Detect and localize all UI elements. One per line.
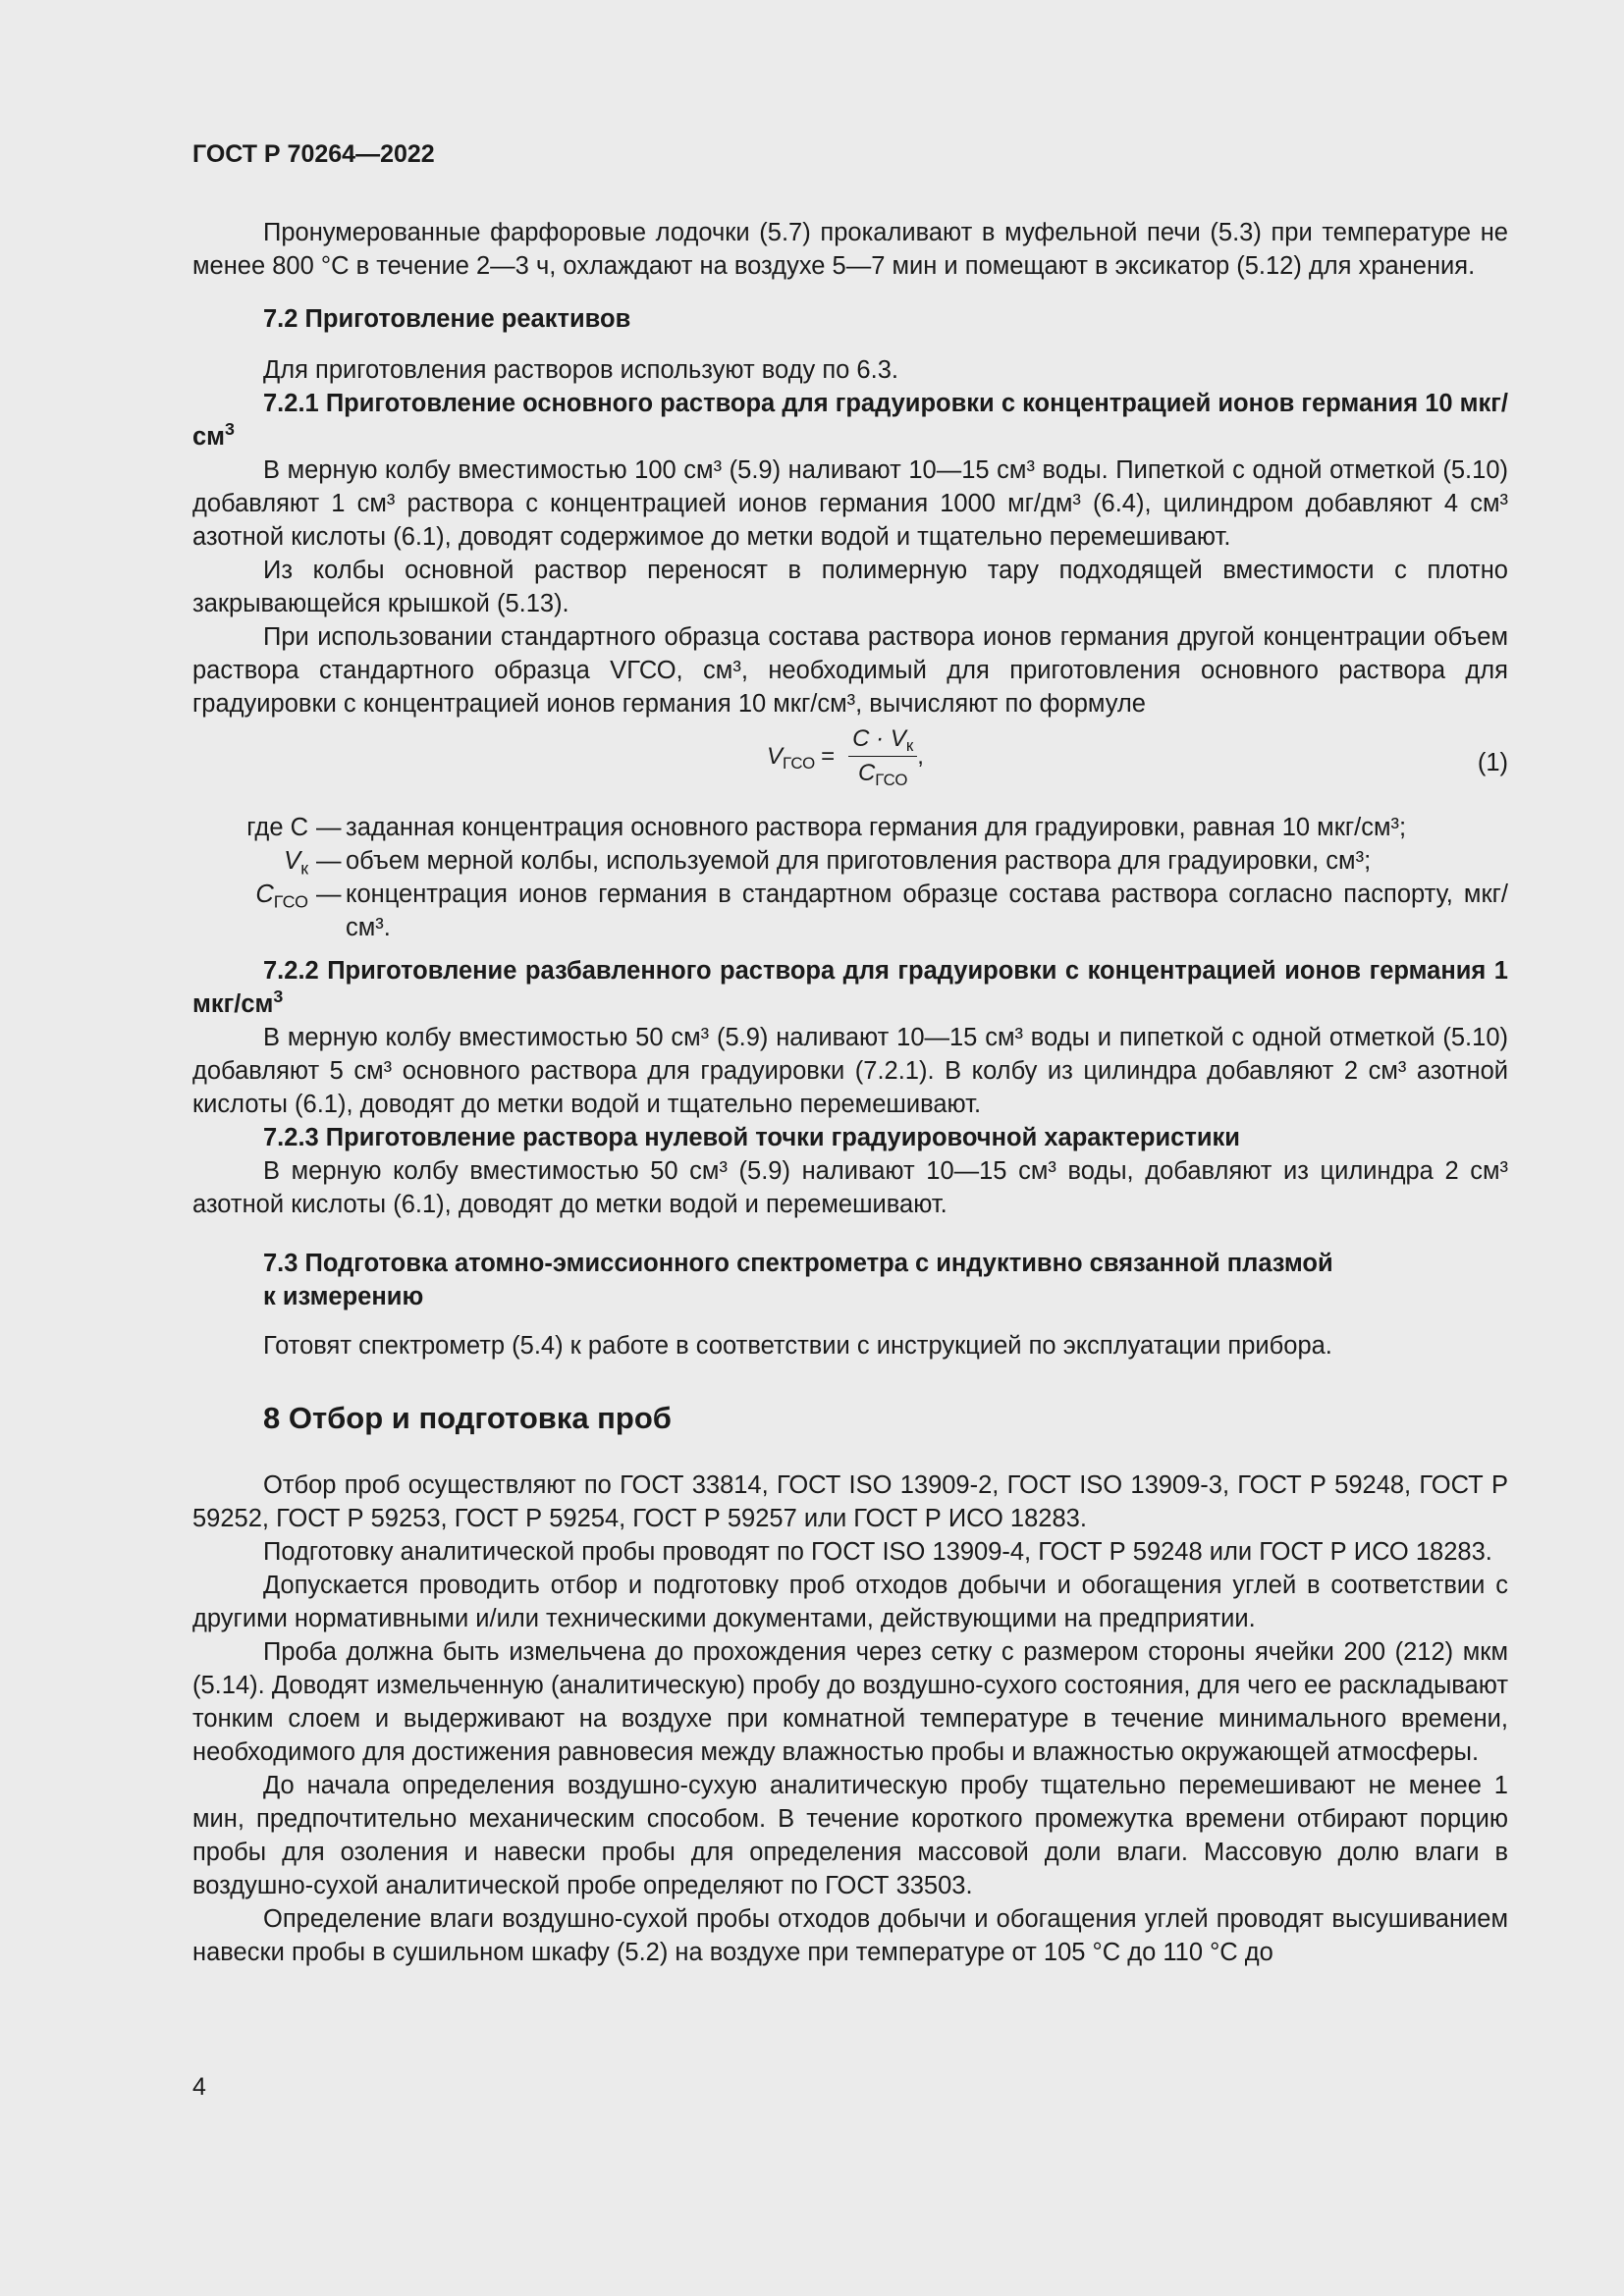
where-symbol: V: [284, 847, 301, 875]
where-text: концентрация ионов германия в стандартном образце состава раствора согласно паспорту, мкг/см³.: [346, 881, 1508, 941]
section-8-p5: До начала определения воздушно-сухую аналитическую пробу тщательно перемешивают не менее 1 мин, предпочтительно механическим способом. В течение короткого промежутка времени отбирают порцию пробы для озоления и навески пробы для определения массовой доли влаги. Массовую долю влаги в воздушно-сухой аналитической пробе определяют по ГОСТ 33503.: [192, 1772, 1508, 1899]
page-number: 4: [192, 2073, 206, 2101]
formula-row: [192, 724, 1508, 801]
section-7-2-3-title: 7.2.3 Приготовление раствора нулевой точки градуировочной характеристики: [263, 1124, 1240, 1151]
where-symbol: где C: [246, 814, 308, 841]
formula-lhs-sub: ГСО: [783, 753, 816, 773]
where-symbol: C: [255, 881, 274, 908]
formula-denominator: C: [857, 760, 876, 786]
section-7-2-2-title: 7.2.2 Приготовление разбавленного раствора для градуировки с концентрацией ионов германия 1 мкг/$см^3$: [192, 957, 1508, 1018]
section-8-p3: Допускается проводить отбор и подготовку проб отходов добычи и обогащения углей в соответствии с другими нормативными и/или техническими документами, действующими на предприятии.: [192, 1572, 1508, 1632]
where-item: $V_к$ — объем мерной колбы, используемой для приготовления раствора для градуировки, см³;: [192, 844, 1508, 878]
section-7-3-title-line1: 7.3 Подготовка атомно-эмиссионного спектрометра с индуктивно связанной плазмой: [263, 1250, 1333, 1277]
formula-fraction: [848, 724, 917, 788]
section-7-2-1-p1: В мерную колбу вместимостью 100 см³ (5.9) наливают 10—15 см³ воды. Пипеткой с одной отметкой (5.10) добавляют 1 см³ раствора с концентрацией ионов германия 1000 мг/дм³ (6.4), цилиндром добавляют 4 см³ азотной кислоты (6.1), доводят содержимое до метки водой и тщательно перемешивают.: [192, 456, 1508, 551]
formula-denominator-sub: ГСО: [875, 771, 908, 790]
section-7-2-1-p2: Из колбы основной раствор переносят в полимерную тару подходящей вместимости с плотно закрывающейся крышкой (5.13).: [192, 557, 1508, 617]
section-7-2-3-p1: В мерную колбу вместимостью 50 см³ (5.9) наливают 10—15 см³ воды, добавляют из цилиндра 2 см³ азотной кислоты (6.1), доводят до метки водой и перемешивают.: [192, 1157, 1508, 1218]
section-7-3-p1: Готовят спектрометр (5.4) к работе в соответствии с инструкцией по эксплуатации прибора.: [263, 1332, 1332, 1360]
formula-numerator-sub: к: [905, 736, 914, 756]
document-header: ГОСТ Р 70264—2022: [192, 140, 435, 168]
section-8-p6: Определение влаги воздушно-сухой пробы отходов добычи и обогащения углей проводят высушиванием навески пробы в сушильном шкафу (5.2) на воздухе при температуре от 105 °С до 110 °С до: [192, 1905, 1508, 1966]
section-7-2-2-title-text: 7.2.2 Приготовление разбавленного раствора для градуировки с концентрацией ионов германия 1 мкг/см: [192, 957, 1508, 1018]
document-page: [192, 137, 1508, 1969]
section-7-3-title: [192, 1247, 1508, 1313]
intro-paragraph: Пронумерованные фарфоровые лодочки (5.7) прокаливают в муфельной печи (5.3) при температуре не менее 800 °С в течение 2—3 ч, охлаждают на воздухе 5—7 мин и помещают в эксикатор (5.12) для хранения.: [192, 219, 1508, 280]
section-8-p1: Отбор проб осуществляют по ГОСТ 33814, ГОСТ ISO 13909-2, ГОСТ ISO 13909-3, ГОСТ Р 59248, ГОСТ Р 59252, ГОСТ Р 59253, ГОСТ Р 59254, ГОСТ Р 59257 или ГОСТ Р ИСО 18283.: [192, 1471, 1508, 1532]
where-item: $C_{ГСО}$ — концентрация ионов германия в стандартном образце состава раствора согласно паспорту, мкг/см³.: [192, 878, 1508, 944]
section-7-2-1-p3: При использовании стандартного образца состава раствора ионов германия другой концентрации объем раствора стандартного образца VГСО, см³, необходимый для приготовления основного раствора для градуировки с концентрацией ионов германия 10 мкг/см³, вычисляют по формуле: [192, 623, 1508, 718]
section-8-p2: Подготовку аналитической пробы проводят по ГОСТ ISO 13909-4, ГОСТ Р 59248 или ГОСТ Р ИСО 18283.: [263, 1538, 1492, 1566]
where-symbol-sub: ГСО: [273, 891, 308, 912]
where-text: объем мерной колбы, используемой для приготовления раствора для градуировки, см³;: [346, 847, 1372, 875]
section-7-2-1-title: 7.2.1 Приготовление основного раствора для градуировки с концентрацией ионов германия 10 мкг/$см^3$: [192, 390, 1508, 451]
where-item: где C — заданная концентрация основного раствора германия для градуировки, равная 10 мкг/см³;: [192, 811, 1508, 844]
where-symbol-sub: к: [300, 858, 308, 879]
where-list: [192, 811, 1508, 944]
formula-number: (1): [1477, 749, 1508, 776]
section-8-title: 8 Отбор и подготовка проб: [263, 1401, 672, 1435]
formula-lhs: V: [767, 742, 784, 770]
section-7-3-title-line2: к измерению: [263, 1283, 424, 1310]
section-7-2-1-title-text: 7.2.1 Приготовление основного раствора для градуировки с концентрацией ионов германия 10 мкг/см: [192, 390, 1508, 451]
where-text: заданная концентрация основного раствора германия для градуировки, равная 10 мкг/см³;: [346, 814, 1407, 841]
section-7-2-title: 7.2 Приготовление реактивов: [263, 305, 631, 333]
section-8-p4: Проба должна быть измельчена до прохождения через сетку с размером стороны ячейки 200 (212) мкм (5.14). Доводят измельченную (аналитическую) пробу до воздушно-сухого состояния, для чего ее раскладывают тонким слоем и выдерживают на воздухе при комнатной температуре в течение минимального времени, необходимого для достижения равновесия между влажностью пробы и влажностью окружающей атмосферы.: [192, 1638, 1508, 1766]
formula-numerator: C · V: [852, 725, 906, 752]
section-7-2-intro: Для приготовления растворов используют воду по 6.3.: [263, 356, 898, 384]
formula: $V_{ГСО}$ = $\frac{C \cdot V_к}{C_{ГСО}}$ ,: [767, 725, 924, 790]
section-7-2-2-p1: В мерную колбу вместимостью 50 см³ (5.9) наливают 10—15 см³ воды и пипеткой с одной отметкой (5.10) добавляют 5 см³ основного раствора для градуировки (7.2.1). В колбу из цилиндра добавляют 2 см³ азотной кислоты (6.1), доводят до метки водой и тщательно перемешивают.: [192, 1024, 1508, 1118]
